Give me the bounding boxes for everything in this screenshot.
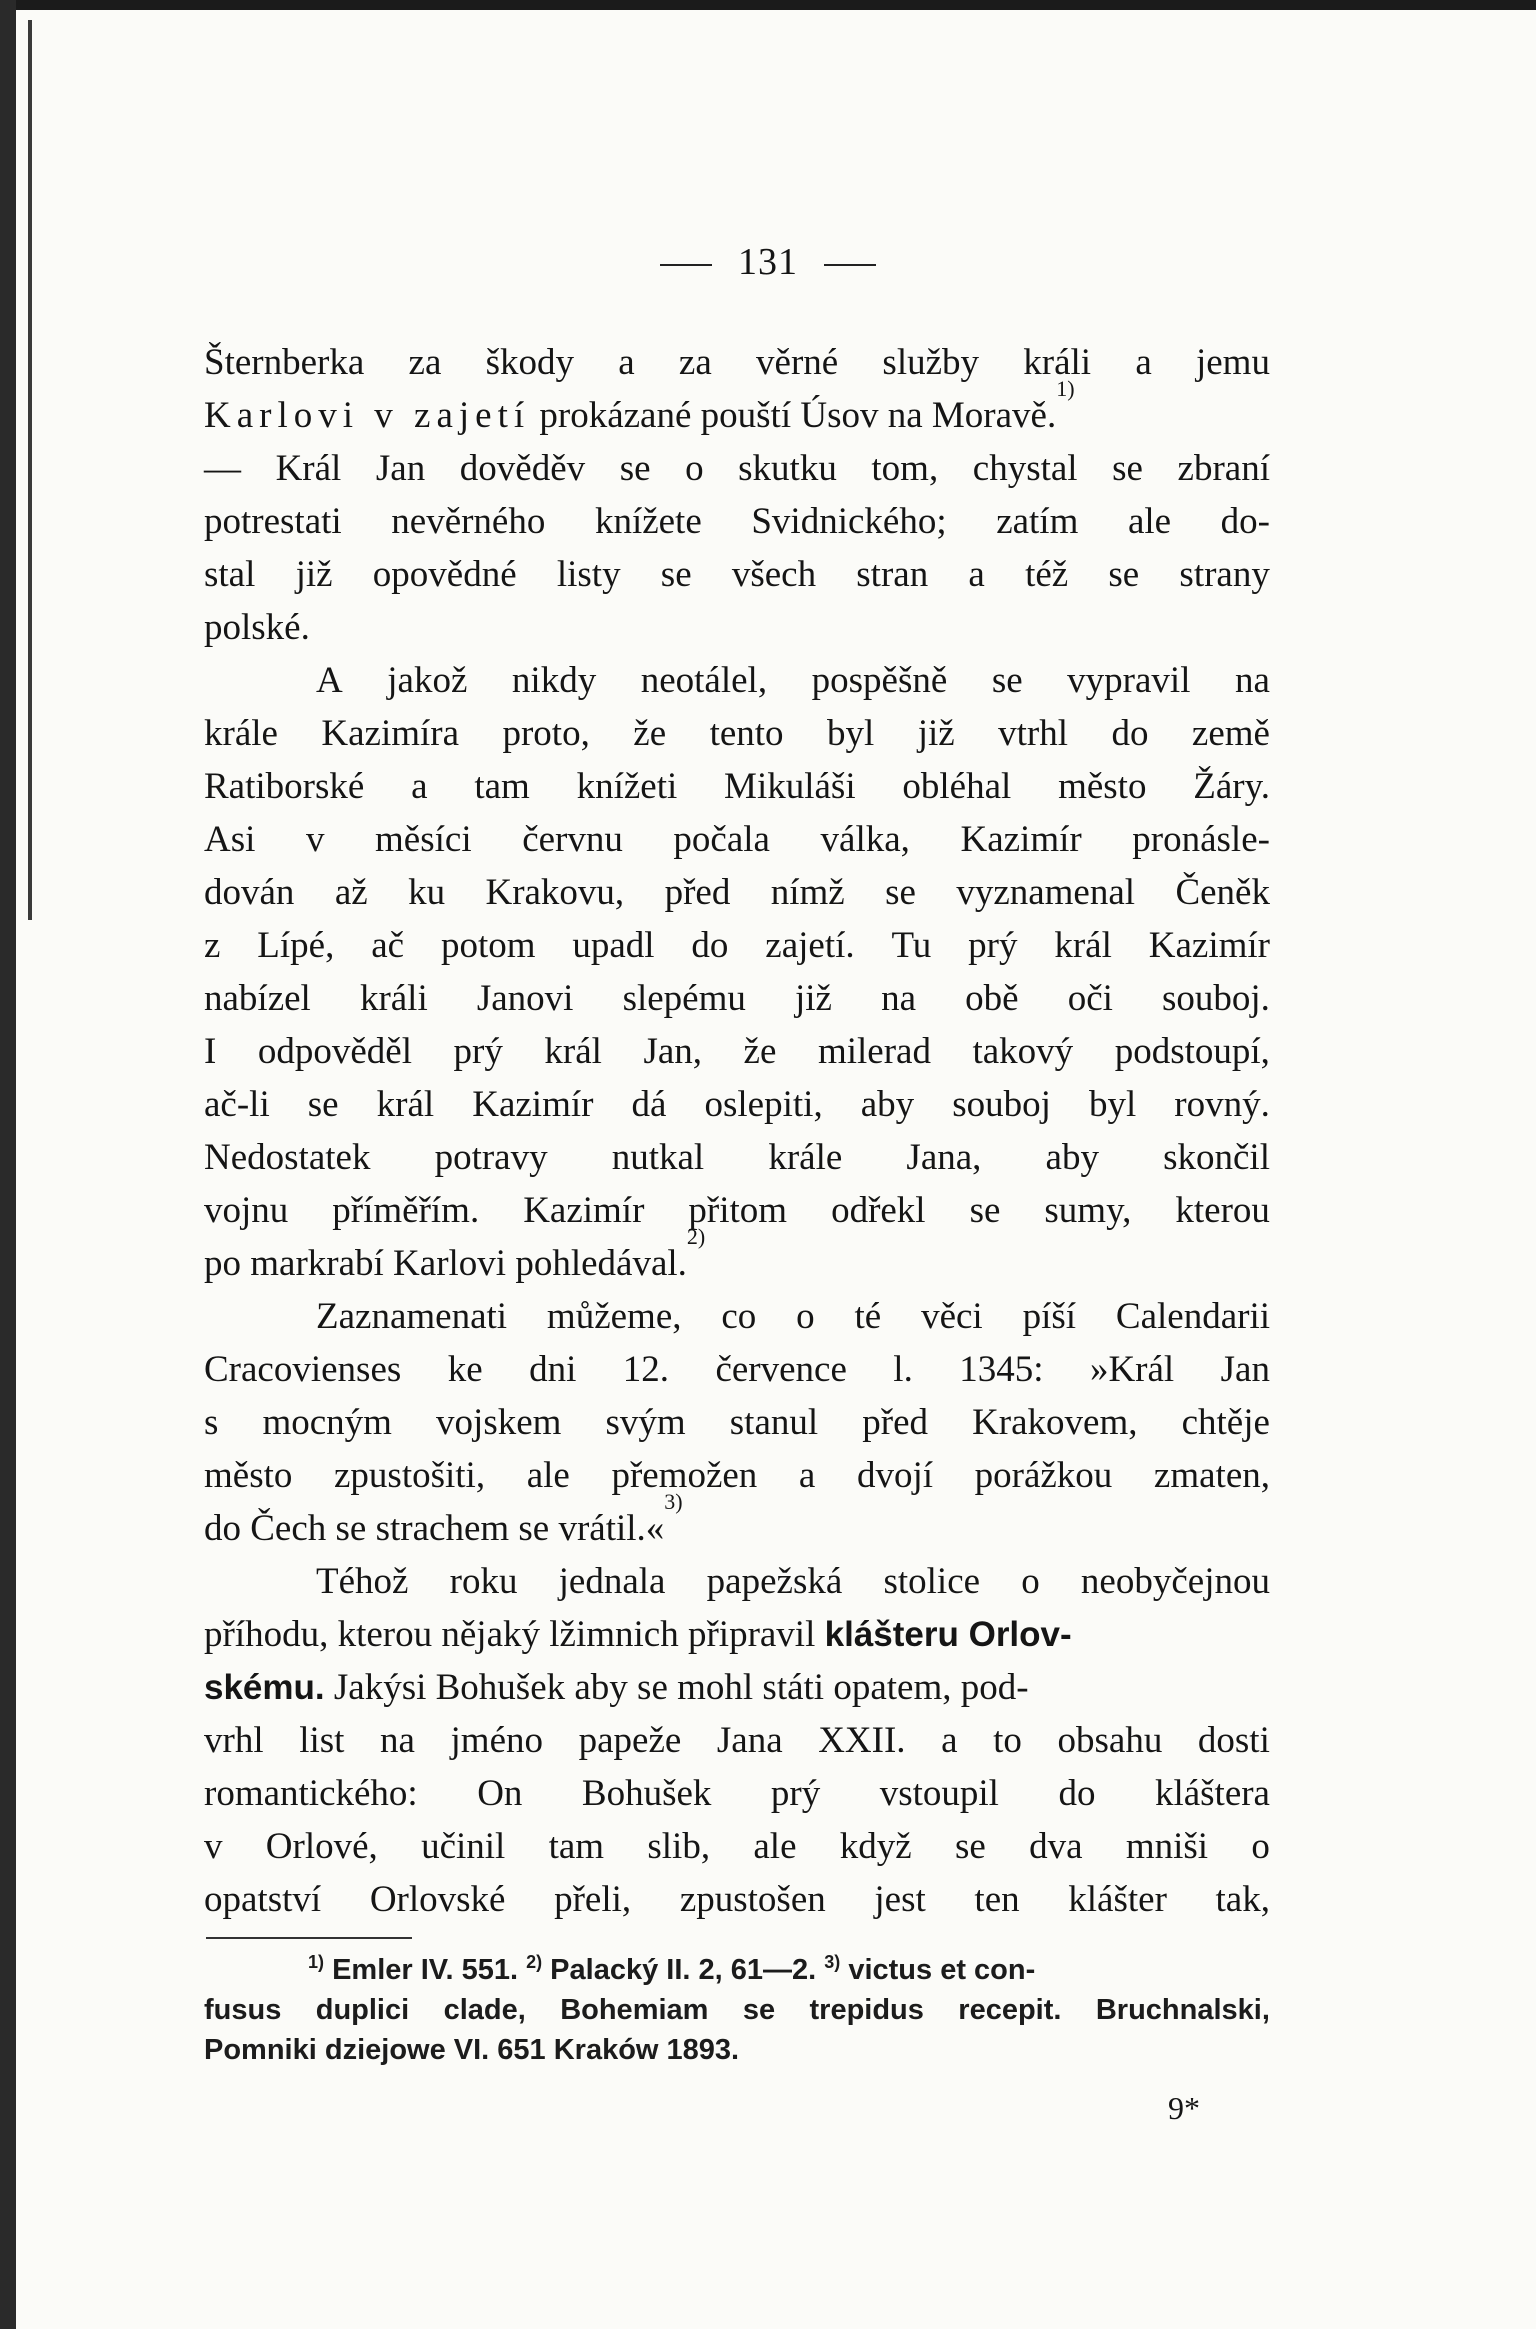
emphasis-text: skému. (204, 1668, 325, 1707)
word: vrhl (204, 1720, 264, 1761)
footnote-marker: 1) (308, 1952, 325, 1972)
word: porážkou (974, 1455, 1113, 1496)
word: dni (529, 1349, 577, 1390)
word: papežská (706, 1561, 843, 1602)
word: list (299, 1720, 345, 1761)
word: Král (275, 448, 342, 489)
word: zpustošiti, (334, 1455, 486, 1496)
word: rovný. (1174, 1084, 1270, 1125)
word: zajetí. (765, 925, 855, 966)
sheet-signature: 9* (1168, 2090, 1200, 2126)
text-run: Emler IV. 551. (324, 1954, 527, 1986)
word: nikdy (511, 660, 597, 701)
word: se (969, 1190, 1001, 1231)
word: píší (1022, 1296, 1077, 1337)
footnote-line (204, 2030, 1270, 2070)
text-line (204, 866, 1270, 919)
text-line (204, 376, 1270, 442)
text-line (204, 707, 1270, 760)
word: obléhal (902, 766, 1012, 807)
word: červnu (522, 819, 623, 860)
word: 1345: (959, 1349, 1044, 1390)
word: Jan (1220, 1349, 1270, 1390)
word: slepému (622, 978, 746, 1019)
word: do- (1220, 501, 1270, 542)
text-line (204, 1131, 1270, 1184)
word: se (619, 448, 651, 489)
word: všech (731, 554, 817, 595)
word: On (477, 1773, 523, 1814)
word: recepit. (958, 1994, 1062, 2026)
word: ale (753, 1826, 797, 1867)
word: takový (972, 1031, 1074, 1072)
word: válka, (820, 819, 910, 860)
footnote-ref: 3) (664, 1489, 683, 1514)
word: do (1111, 713, 1149, 754)
emphasis-text: klášteru Orlov- (824, 1615, 1072, 1654)
word: opatství (204, 1879, 322, 1920)
body-text (204, 336, 1270, 1926)
text-line (204, 1661, 1270, 1714)
word: zatím (996, 501, 1079, 542)
word: o (685, 448, 704, 489)
text-line (204, 1343, 1270, 1396)
word: vojnu (204, 1190, 289, 1231)
word: A (316, 660, 343, 701)
word: pospěšně (811, 660, 948, 701)
text-line (204, 336, 1270, 389)
word: Kazimír (523, 1190, 645, 1231)
scan-left-edge (0, 0, 16, 2329)
text-line (204, 919, 1270, 972)
text-line (204, 442, 1270, 495)
word: dvojí (856, 1455, 934, 1496)
word: Asi (204, 819, 256, 860)
word: Čeněk (1175, 872, 1270, 913)
word: XXII. (818, 1720, 906, 1761)
word: roku (449, 1561, 518, 1602)
word: oslepiti, (704, 1084, 823, 1125)
word: co (721, 1296, 757, 1337)
word: a (1135, 342, 1152, 383)
text-line (204, 1396, 1270, 1449)
word: jednala (558, 1561, 666, 1602)
word: Kazimír (960, 819, 1082, 860)
word: Krakovem, (972, 1402, 1138, 1443)
word: můžeme, (546, 1296, 682, 1337)
word: se (955, 1826, 986, 1867)
word: škody (485, 342, 575, 383)
word: se (1112, 448, 1143, 489)
word: za (678, 342, 712, 383)
word: že (743, 1031, 777, 1072)
word: I (204, 1031, 217, 1072)
word: strany (1179, 554, 1270, 595)
word: se (660, 554, 692, 595)
word: město (1058, 766, 1147, 807)
word: Tu (891, 925, 932, 966)
word: též (1025, 554, 1069, 595)
word: souboj (952, 1084, 1051, 1125)
word: slib, (647, 1826, 711, 1867)
word: Calendarii (1115, 1296, 1270, 1337)
word: Ratiborské (204, 766, 365, 807)
word: aby (1045, 1137, 1099, 1178)
word: to (993, 1720, 1022, 1761)
word: Kazimíra (321, 713, 460, 754)
word: králi (359, 978, 428, 1019)
word: služby (882, 342, 980, 383)
word: oči (1067, 978, 1113, 1019)
word: na (881, 978, 917, 1019)
word: Žáry. (1193, 766, 1270, 807)
word: opovědné (372, 554, 517, 595)
word: příměřím. (332, 1190, 480, 1231)
scan-gutter-line (28, 20, 32, 920)
footnotes (204, 1950, 1270, 2070)
word: Jan, (643, 1031, 703, 1072)
word: Cracovienses (204, 1349, 402, 1390)
word: chystal (972, 448, 1078, 489)
word: Krakovu, (485, 872, 625, 913)
word: země (1191, 713, 1270, 754)
word: potravy (434, 1137, 548, 1178)
text-line (204, 813, 1270, 866)
text-line (204, 495, 1270, 548)
text-line (204, 1025, 1270, 1078)
page-number-dash-right (824, 264, 876, 266)
word: prý (453, 1031, 503, 1072)
word: Kazimír (1148, 925, 1270, 966)
word: a (411, 766, 428, 807)
word: nevěrného (391, 501, 546, 542)
word: prý (770, 1773, 821, 1814)
word: klášter (1068, 1879, 1167, 1920)
word: vtrhl (998, 713, 1069, 754)
word: král (1054, 925, 1112, 966)
text-run: příhodu, kterou nějaký lžimnich připravil (204, 1614, 825, 1655)
word: Lípé, (257, 925, 335, 966)
page-number: 131 (738, 241, 798, 283)
scan-top-edge (0, 0, 1536, 10)
word: ku (408, 872, 446, 913)
word: jakož (387, 660, 468, 701)
word: tento (709, 713, 784, 754)
word: na (380, 1720, 415, 1761)
word: chtěje (1181, 1402, 1270, 1443)
word: Orlovské (369, 1879, 506, 1920)
word: krále (768, 1137, 843, 1178)
word: stal (204, 554, 256, 595)
word: do (691, 925, 729, 966)
word: Téhož (316, 1561, 409, 1602)
word: králi (1023, 342, 1092, 383)
word: ke (447, 1349, 483, 1390)
word: před (664, 872, 731, 913)
text-run: Jakýsi Bohušek aby se mohl státi opatem, pod- (324, 1667, 1029, 1708)
word: před (862, 1402, 928, 1443)
word: Bruchnalski, (1095, 1994, 1270, 2026)
word: obsahu (1057, 1720, 1163, 1761)
word: Šternberka (204, 342, 365, 383)
word: Bohemiam (560, 1994, 709, 2026)
word: trepidus (809, 1994, 924, 2026)
word: skončil (1163, 1137, 1270, 1178)
word: jest (874, 1879, 926, 1920)
footnote-rule (206, 1937, 412, 1939)
footnote-marker: 2) (526, 1952, 543, 1972)
word: král (544, 1031, 602, 1072)
word: vyznamenal (956, 872, 1136, 913)
word: 12. (622, 1349, 670, 1390)
word: již (795, 978, 832, 1019)
text-line (204, 548, 1270, 601)
word: té (854, 1296, 882, 1337)
word: přeli, (554, 1879, 632, 1920)
word: za (408, 342, 442, 383)
word: ač (371, 925, 405, 966)
word: a (968, 554, 985, 595)
word: tam (474, 766, 530, 807)
word: stolice (883, 1561, 981, 1602)
word: prý (968, 925, 1018, 966)
word: proto, (502, 713, 590, 754)
word: odřekl (831, 1190, 926, 1231)
footnote-ref: 1) (1056, 376, 1075, 401)
word: odpověděl (257, 1031, 412, 1072)
text-line (204, 1078, 1270, 1131)
word: dá (631, 1084, 667, 1125)
footnote-ref: 2) (686, 1224, 706, 1249)
word: věrné (756, 342, 839, 383)
text-line (204, 601, 1270, 654)
word: se (307, 1084, 339, 1125)
word: nutkal (611, 1137, 705, 1178)
spaced-text: Karlovi v zajetí (204, 395, 531, 436)
word: a (798, 1455, 816, 1496)
word: tak, (1215, 1879, 1270, 1920)
text-line (204, 1608, 1270, 1661)
word: neobyčejnou (1080, 1561, 1270, 1602)
text-line (204, 1290, 1270, 1343)
text-run: prokázané pouští Úsov na Moravě. (530, 395, 1057, 436)
word: listy (556, 554, 621, 595)
text-run (204, 1608, 1072, 1661)
word: clade, (443, 1994, 526, 2026)
word: »Král (1089, 1349, 1175, 1390)
word: ač-li (204, 1084, 270, 1125)
footnote-marker: 3) (824, 1952, 841, 1972)
word: dován (204, 872, 295, 913)
text-run: victus et con- (840, 1954, 1036, 1986)
word: a (618, 342, 635, 383)
word: ale (526, 1455, 570, 1496)
word: nabízel (204, 978, 311, 1019)
text-line (204, 1873, 1270, 1926)
word: Jana (716, 1720, 783, 1761)
word: neotálel, (640, 660, 768, 701)
word: upadl (572, 925, 655, 966)
word: až (334, 872, 368, 913)
word: sumy, (1044, 1190, 1132, 1231)
word: město (204, 1455, 293, 1496)
word: Orlové, (265, 1826, 378, 1867)
word: romantického: (204, 1773, 418, 1814)
text-run: do Čech se strachem se vrátil.« (204, 1508, 665, 1549)
word: mniši (1125, 1826, 1209, 1867)
word: v (204, 1826, 223, 1867)
word: zmaten, (1153, 1455, 1270, 1496)
word: že (633, 713, 667, 754)
footnote-text (204, 2030, 739, 2070)
word: tom, (871, 448, 939, 489)
text-run: Pomniki dziejowe VI. 651 Kraków 1893. (204, 2034, 740, 2066)
word: potrestati (204, 501, 342, 542)
word: měsíci (375, 819, 472, 860)
word: král (376, 1084, 435, 1125)
word: když (839, 1826, 912, 1867)
word: byl (827, 713, 875, 754)
word: července (715, 1349, 847, 1390)
word: pronásle- (1132, 819, 1270, 860)
word: Zaznamenati (316, 1296, 508, 1337)
word: ten (974, 1879, 1020, 1920)
word: obě (965, 978, 1019, 1019)
word: přitom (688, 1190, 788, 1231)
word: milerad (817, 1031, 931, 1072)
footnote-line (204, 1950, 1270, 1990)
word: a (941, 1720, 958, 1761)
word: skutku (738, 448, 837, 489)
word: knížete (594, 501, 702, 542)
text-line (204, 972, 1270, 1025)
text-line (204, 654, 1270, 707)
word: Jan (375, 448, 426, 489)
word: krále (204, 713, 278, 754)
text-run: Palacký II. 2, 61—2. (542, 1954, 825, 1986)
word: s (204, 1402, 219, 1443)
word: se (1108, 554, 1140, 595)
word: kláštera (1154, 1773, 1270, 1814)
word: potom (440, 925, 536, 966)
word: mocným (262, 1402, 392, 1443)
word: byl (1088, 1084, 1137, 1125)
word: vstoupil (879, 1773, 999, 1814)
word: se (742, 1994, 776, 2026)
word: o (1251, 1826, 1270, 1867)
word: vypravil (1067, 660, 1191, 701)
word: stanul (729, 1402, 819, 1443)
word: ale (1127, 501, 1172, 542)
word: souboj. (1162, 978, 1270, 1019)
word: aby (860, 1084, 915, 1125)
word: dověděv (459, 448, 586, 489)
word: již (917, 713, 955, 754)
word: Nedostatek (204, 1137, 371, 1178)
text-line (204, 1489, 1270, 1555)
text-line (204, 1767, 1270, 1820)
word: v (305, 819, 325, 860)
word: o (1021, 1561, 1040, 1602)
footnote-line (204, 1990, 1270, 2030)
word: již (295, 554, 333, 595)
word: podstoupí, (1114, 1031, 1270, 1072)
word: se (991, 660, 1023, 701)
page-number-dash-left (660, 264, 712, 266)
text-line (204, 1714, 1270, 1767)
word: Jana, (906, 1137, 982, 1178)
word: vojskem (436, 1402, 562, 1443)
word: Kazimír (472, 1084, 594, 1125)
word: Bohušek (581, 1773, 712, 1814)
word: stran (856, 554, 929, 595)
word: zbraní (1177, 448, 1270, 489)
word: Svidnického; (751, 501, 947, 542)
word: nímž (770, 872, 845, 913)
word: Janovi (476, 978, 574, 1019)
word: na (1235, 660, 1270, 701)
text-run: polské. (204, 607, 310, 648)
word: počala (673, 819, 770, 860)
word: o (796, 1296, 815, 1337)
word: se (885, 872, 916, 913)
word: kterou (1175, 1190, 1270, 1231)
word: fusus (204, 1994, 282, 2026)
word: věci (921, 1296, 983, 1337)
word: Mikuláši (724, 766, 856, 807)
word: svým (605, 1402, 686, 1443)
footnote-text (308, 1950, 1035, 1990)
text-line (204, 1820, 1270, 1873)
word: jméno (450, 1720, 544, 1761)
word: z (204, 925, 221, 966)
word: duplici (315, 1994, 410, 2026)
page-number-header (0, 240, 1536, 284)
text-line (204, 760, 1270, 813)
text-line (204, 1449, 1270, 1502)
text-line (204, 1555, 1270, 1608)
word: přemožen (611, 1455, 758, 1496)
text-run: po markrabí Karlovi pohledával. (204, 1243, 687, 1284)
word: — (204, 448, 241, 489)
word: papeže (578, 1720, 682, 1761)
word: tam (548, 1826, 605, 1867)
text-line (204, 1224, 1270, 1290)
word: dva (1029, 1826, 1083, 1867)
word: učinil (421, 1826, 506, 1867)
word: knížeti (576, 766, 678, 807)
word: dosti (1197, 1720, 1270, 1761)
word: jemu (1195, 342, 1270, 383)
word: l. (893, 1349, 913, 1390)
word: zpustošen (679, 1879, 826, 1920)
text-run (204, 1661, 1029, 1714)
text-line (204, 1184, 1270, 1237)
word: do (1058, 1773, 1096, 1814)
